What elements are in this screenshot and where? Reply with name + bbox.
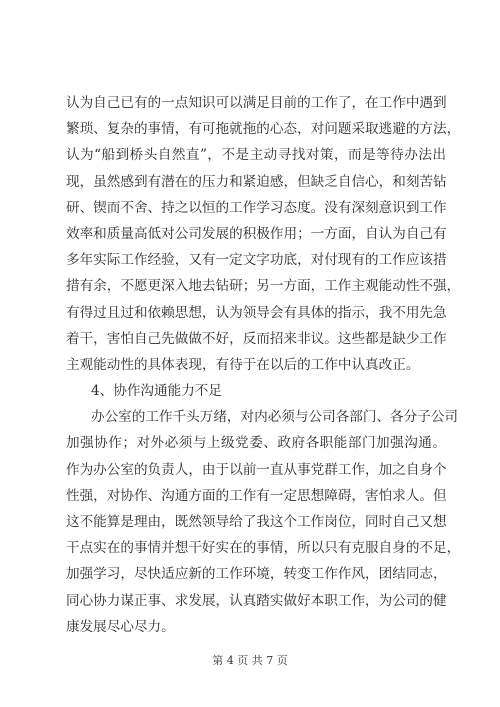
text-line: 措有余，不愿更深入地去钻研；另一方面，工作主观能动性不强， [66,278,461,295]
text-line: 作为办公室的负责人，由于以前一直从事党群工作，加之自身个 [66,461,447,478]
text-line: 这不能算是理由，既然领导给了我这个工作岗位，同时自己又想 [66,514,447,530]
section-heading: 4、协作沟通能力不足 [91,383,222,400]
text-line: 加强学习，尽快适应新的工作环境，转变工作作风，团结同志， [66,566,447,583]
text-line: 加强协作；对外必须与上级党委、政府各职能部门加强沟通。 [66,435,446,452]
text-line: 认为自己已有的一点知识可以满足目前的工作了，在工作中遇到 [66,95,447,111]
text-line: 同心协力谋正事、求发展，认真踏实做好本职工作，为公司的健 [66,592,447,609]
text-line: 着干，害怕自己先做做不好，反而招来非议。这些都是缺少工作 [66,330,447,347]
text-line: 多年实际工作经验，又有一定文字功底，对付现有的工作应该措 [66,252,447,269]
text-line: 研、锲而不舍、持之以恒的工作学习态度。没有深刻意识到工作 [66,199,447,216]
body-text [66,90,461,640]
text-line: 认为“船到桥头自然直”，不是主动寻找对策，而是等待办法出 [66,147,446,164]
text-line: 康发展尽心尽力。 [66,618,175,635]
text-line: 办公室的工作千头万绪，对内必须与公司各部门、各分子公司 [91,409,459,426]
text-line: 干点实在的事情并想干好实在的事情，所以只有克服自身的不足， [66,540,461,557]
text-line: 现，虽然感到有潜在的压力和紧迫感，但缺乏自信心，和刻苦钻 [66,173,447,190]
page-number: 第 4 页 共 7 页 [212,654,288,667]
text-line: 繁琐、复杂的事情，有可拖就拖的心态，对问题采取逃避的方法， [66,121,461,138]
text-line: 效率和质量高低对公司发展的积极作用；一方面，自认为自己有 [66,225,447,242]
text-line: 性强，对协作、沟通方面的工作有一定思想障碍，害怕求人。但 [66,487,447,504]
text-line: 有得过且过和依赖思想，认为领导会有具体的指示，我不用先急 [66,304,447,321]
text-line: 主观能动性的具体表现，有待于在以后的工作中认真改正。 [66,356,420,373]
